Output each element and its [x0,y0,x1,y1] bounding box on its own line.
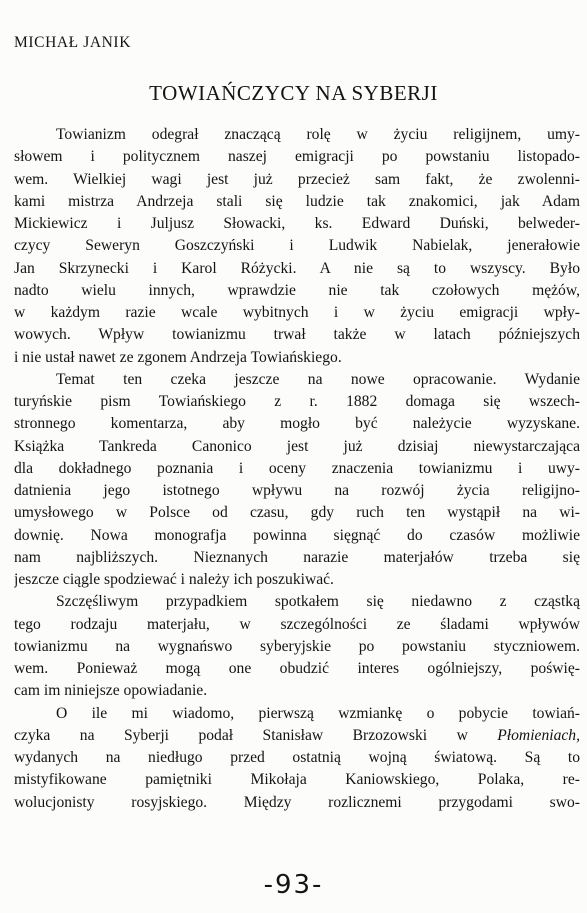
text-line: wolucjonisty rosyjskiego. Między rozlicznemi przygodami swo- [14,793,580,811]
text-line: nadto wielu innych, wprawdzie nie tak czołowych mężów, [14,281,580,299]
text-line: słowem i politycznem naszej emigracji po powstaniu listopado- [14,148,580,166]
text-line: jeszcze ciągle spodziewać i należy ich poszukiwać. [14,571,334,588]
text-line: kami mistrza Andrzeja stali się ludzie tak znakomici, jak Adam [14,192,580,210]
text-line: wem. Wielkiej wagi jest już przecież sam fakt, że zwolenni- [14,170,580,188]
text-line: tego rodzaju materjału, w szczególności ze śladami wpływów [14,615,580,633]
text-line: Towianizm odegrał znaczącą rolę w życiu religijnem, umy- [56,126,580,143]
page-number: -93- [263,870,324,900]
article-title: TOWIAŃCZYCY NA SYBERJI [149,81,438,105]
paragraph-3 [14,591,580,702]
text-line: wem. Ponieważ mogą one obudzić interes ogólniejszy, poświę- [14,660,580,677]
text-line [14,725,580,747]
text-line: datnienia jego istotnego wpływu na rozwój życia religijno- [14,482,580,499]
text-line: Temat ten czeka jeszcze na nowe opracowanie. Wydanie [56,370,580,388]
text-line: cam im niniejsze opowiadanie. [14,682,208,700]
text-line: downię. Nowa monografja powinna sięgnąć do czasów możliwie [14,526,580,544]
text-line: mistyfikowane pamiętniki Mikołaja Kaniowskiego, Polaka, re- [14,771,580,789]
text-line: w każdym razie wcale wybitnych i w życiu emigracji wpły- [14,304,580,321]
paragraph-1 [14,124,580,369]
text-line: dla dokładnego poznania i oceny znaczenia towianizmu i uwy- [14,459,580,477]
text-line-start: czyka na Syberji podał Stanisław Brzozowski w [14,726,498,744]
text-line: wydanych na niedługo przed ostatnią wojną światową. Są to [14,749,580,766]
text-line: wowych. Wpływ towianizmu trwał także w latach późniejszych [14,326,580,344]
text-line: O ile mi wiadomo, pierwszą wzmiankę o pobycie towiań- [56,704,580,722]
text-line: Mickiewicz i Juljusz Słowacki, ks. Edward Duński, belweder- [14,215,580,232]
author-name: MICHAŁ JANIK [14,34,131,51]
text-line: turyńskie pism Towiańskiego z r. 1882 domaga się wszech- [14,393,580,410]
paragraph-4 [14,703,580,814]
text-line: nam najbliższych. Nieznanych narazie materjałów trzeba się [14,548,580,566]
book-title-italic: Płomieniach, [497,726,580,744]
text-line: i nie ustał nawet ze zgonem Andrzeja Towiańskiego. [14,348,342,366]
text-line: umysłowego w Polsce od czasu, gdy ruch ten wystąpił na wi- [14,504,580,522]
text-line: Szczęśliwym przypadkiem spotkałem się niedawno z cząstką [56,593,580,611]
text-line: Książka Tankreda Canonico jest już dzisiaj niewystarczająca [14,437,580,455]
text-line: towianizmu na wygnańswo syberyjskie po powstaniu styczniowem. [14,637,580,655]
text-line: Jan Skrzynecki i Karol Różycki. A nie są to wszyscy. Było [14,259,580,277]
article-body [14,124,580,814]
text-line: stronnego komentarza, aby mogło być należycie wyzyskane. [14,415,580,433]
text-line: czycy Seweryn Goszczyński i Ludwik Nabielak, jenerałowie [14,237,580,255]
paragraph-2 [14,369,580,592]
